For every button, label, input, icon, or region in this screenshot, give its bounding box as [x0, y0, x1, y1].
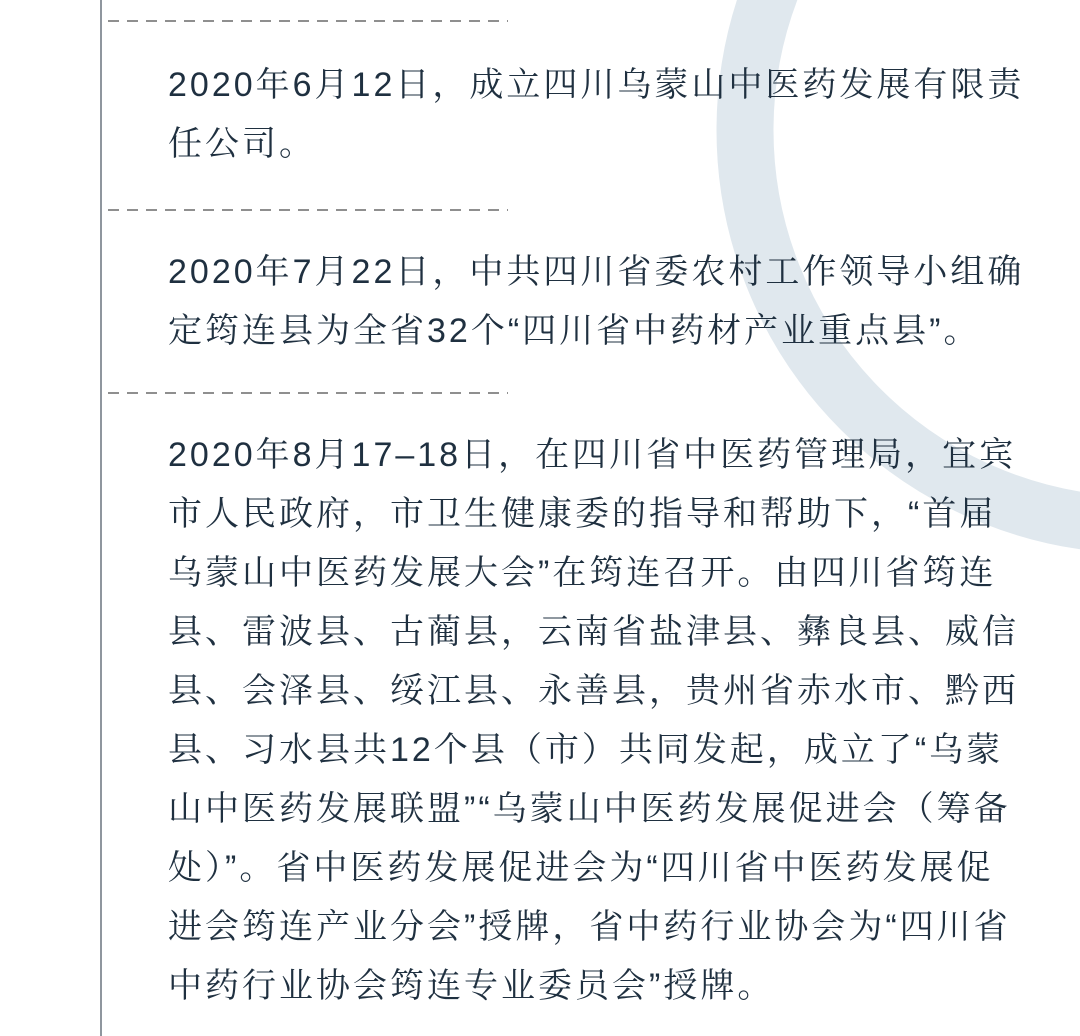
timeline-text-line: 县、习水县共12个县（市）共同发起，成立了“乌蒙 [168, 731, 1004, 769]
timeline-text-line: 县、雷波县、古蔺县，云南省盐津县、彝良县、威信 [168, 613, 1019, 651]
timeline-text-line: 处）”。省中医药发展促进会为“四川省中医药发展促 [168, 849, 994, 887]
timeline-entry [168, 56, 1048, 174]
timeline-text-line: 乌蒙山中医药发展大会”在筠连召开。由四川省筠连 [168, 554, 997, 592]
timeline-text-line: 2020年8月17–18日，在四川省中医药管理局，宜宾 [168, 436, 1017, 474]
timeline-text-line: 定筠连县为全省32个“四川省中药材产业重点县”。 [168, 312, 981, 350]
timeline-vertical-line [100, 0, 102, 1036]
timeline-entry [168, 426, 1048, 1016]
timeline-text-line: 市人民政府，市卫生健康委的指导和帮助下，“首届 [168, 495, 997, 533]
timeline-entry [168, 243, 1048, 361]
dashed-separator [108, 20, 508, 22]
timeline-text-line: 山中医药发展联盟”“乌蒙山中医药发展促进会（筹备 [168, 790, 1011, 828]
timeline-text-line: 任公司。 [168, 125, 316, 163]
dashed-separator [108, 209, 508, 211]
timeline-text-line: 2020年7月22日，中共四川省委农村工作领导小组确 [168, 253, 1025, 291]
timeline-text-line: 2020年6月12日，成立四川乌蒙山中医药发展有限责 [168, 66, 1025, 104]
timeline-text-line: 进会筠连产业分会”授牌，省中药行业协会为“四川省 [168, 908, 1011, 946]
timeline-text-line: 中药行业协会筠连专业委员会”授牌。 [168, 967, 775, 1005]
timeline-text-line: 县、会泽县、绥江县、永善县，贵州省赤水市、黔西 [168, 672, 1019, 710]
dashed-separator [108, 392, 508, 394]
